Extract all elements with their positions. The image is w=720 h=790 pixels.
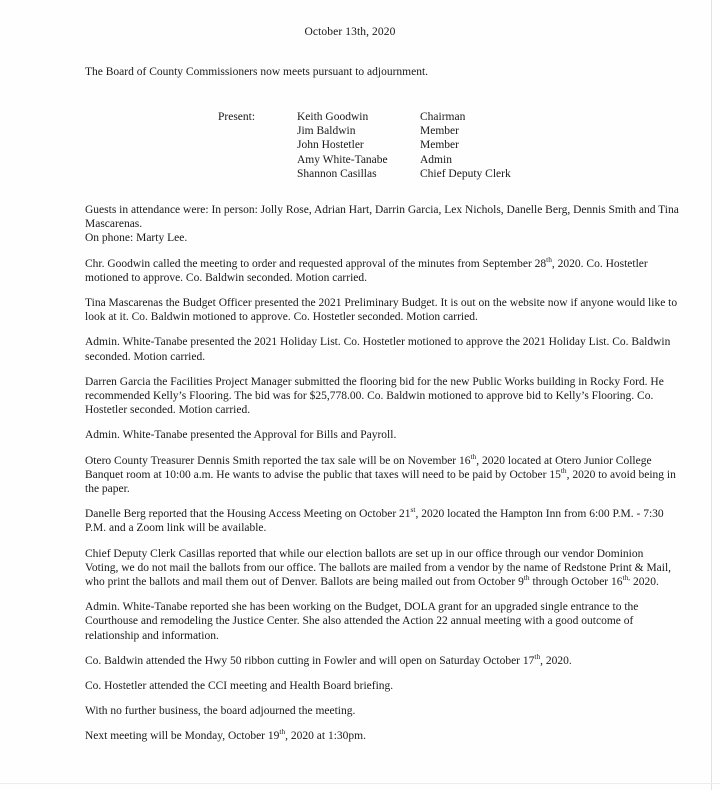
meeting-intro-line: The Board of County Commissioners now meets pursuant to adjournment.: [85, 66, 429, 78]
ordinal-suffix: th: [279, 727, 286, 737]
housing-text-a: Danelle Berg reported that the Housing Access Meeting on October 21: [85, 508, 411, 521]
attendee-role: Admin: [420, 153, 452, 166]
attendee-name: Keith Goodwin: [297, 111, 369, 123]
baldwin-report-text-a: Co. Baldwin attended the Hwy 50 ribbon cutting in Fowler and will open on Saturday October 17: [85, 654, 535, 667]
guests-on-phone-text: On phone: Marty Lee.: [85, 232, 188, 245]
document-date-heading: October 13th, 2020: [304, 26, 396, 38]
ordinal-suffix: st: [410, 505, 416, 515]
attendee-role: Member: [420, 139, 459, 152]
paragraph-treasurer-tax-sale: [85, 451, 679, 497]
page-edge-line: [711, 0, 712, 790]
next-meeting-text-a: Next meeting will be Monday, October 19: [85, 730, 280, 743]
attendee-role: Chief Deputy Clerk: [420, 167, 511, 180]
baldwin-report-text-b: , 2020.: [540, 654, 572, 667]
minutes-approval-text-b: , 2020. Co. Hostetler motioned to approve. Co. Baldwin seconded. Motion carried.: [85, 257, 648, 284]
present-label-spacer: [218, 124, 297, 138]
ordinal-suffix: th: [546, 254, 552, 264]
paragraph-admin-report: Admin. White-Tanabe reported she has been working on the Budget, DOLA grant for an upgraded single entrance to the Courthouse and remodeling the Justice Center. She also attended the Action 22 annual meeting with a good outcome of relationship and information.: [85, 601, 639, 642]
guests-in-person-text: Guests in attendance were: In person: Jolly Rose, Adrian Hart, Darrin Garcia, Lex Nichols, Danelle Berg, Dennis Smith and Tina Mascarenas.: [85, 204, 679, 231]
ordinal-suffix: th: [560, 466, 567, 476]
next-meeting-text-b: , 2020 at 1:30pm.: [285, 730, 366, 743]
present-row: [218, 124, 511, 138]
present-label-spacer: [218, 167, 297, 181]
attendee-role: Chairman: [420, 111, 466, 123]
present-attendee-block: [218, 110, 511, 181]
attendee-name: Jim Baldwin: [297, 125, 356, 138]
present-label-spacer: [218, 153, 297, 167]
paragraph-housing-access-meeting: [85, 507, 679, 535]
present-row: [218, 153, 511, 167]
ballots-text-a: Chief Deputy Clerk Casillas reported that while our election ballots are set up in our office through our vendor Dominion Voting, we do not mail the ballots from our office. The ballots are mailed from a vendor by the name of Redstone Print & Mail, who print the ballots and mail them out of Denver. Ballots are being mailed out from October 9: [85, 547, 672, 589]
paragraph-next-meeting: [85, 729, 679, 743]
attendee-role: Member: [420, 125, 459, 138]
present-label: Present:: [218, 111, 256, 123]
ordinal-suffix: th: [523, 573, 530, 583]
ordinal-suffix: th: [534, 652, 541, 662]
paragraph-hostetler-report: Co. Hostetler attended the CCI meeting and Health Board briefing.: [85, 680, 394, 693]
paragraph-flooring-bid: Darren Garcia the Facilities Project Manager submitted the flooring bid for the new Public Works building in Rocky Ford. He recommended Kelly’s Flooring. The bid was for $25,778.00. Co. Baldwin motioned to approve bid to Kelly’s Flooring. Co. Hostetler seconded. Motion carried.: [85, 375, 664, 417]
minutes-approval-text-a: Chr. Goodwin called the meeting to order and requested approval of the minutes from September 28: [85, 257, 547, 270]
ordinal-suffix: th: [470, 451, 477, 461]
present-label-spacer: [218, 138, 297, 152]
paragraph-holiday-list: Admin. White-Tanabe presented the 2021 Holiday List. Co. Hostetler motioned to approve the 2021 Holiday List. Co. Baldwin seconded. Motion carried.: [85, 336, 671, 363]
paragraph-election-ballots: [85, 547, 679, 590]
paragraph-guests: [85, 203, 679, 246]
treasurer-text-a: Otero County Treasurer Dennis Smith reported the tax sale will be on November 16: [85, 454, 471, 467]
document-body: [85, 203, 679, 755]
ballots-text-c: 2020.: [630, 576, 659, 589]
ordinal-suffix: th,: [622, 573, 631, 583]
paragraph-minutes-approval: [85, 254, 679, 285]
present-row: [218, 138, 511, 152]
paragraph-adjournment: With no further business, the board adjourned the meeting.: [85, 705, 356, 718]
page-bottom-edge-line: [0, 783, 720, 784]
attendee-name: Amy White-Tanabe: [297, 153, 388, 166]
treasurer-text-b: , 2020 located at Otero Junior College Banquet room at 10:00 a.m. He wants to advise the public that taxes will need to be paid by October 15: [85, 454, 652, 481]
paragraph-bills-and-payroll: Admin. White-Tanabe presented the Approval for Bills and Payroll.: [85, 429, 397, 442]
ballots-text-b: through October 16: [529, 576, 623, 589]
attendee-name: Shannon Casillas: [297, 167, 377, 180]
attendee-name: John Hostetler: [297, 139, 364, 152]
paragraph-preliminary-budget: Tina Mascarenas the Budget Officer presented the 2021 Preliminary Budget. It is out on the website now if anyone would like to look at it. Co. Baldwin motioned to approve. Co. Hostetler seconded. Motion carried.: [85, 297, 678, 324]
present-row: [218, 110, 511, 124]
paragraph-baldwin-report: [85, 654, 679, 668]
present-row: [218, 167, 511, 181]
housing-text-b: , 2020 located the Hampton Inn from 6:00 P.M. - 7:30 P.M. and a Zoom link will be available.: [85, 508, 664, 535]
treasurer-text-c: , 2020 to avoid being in the paper.: [85, 468, 676, 496]
